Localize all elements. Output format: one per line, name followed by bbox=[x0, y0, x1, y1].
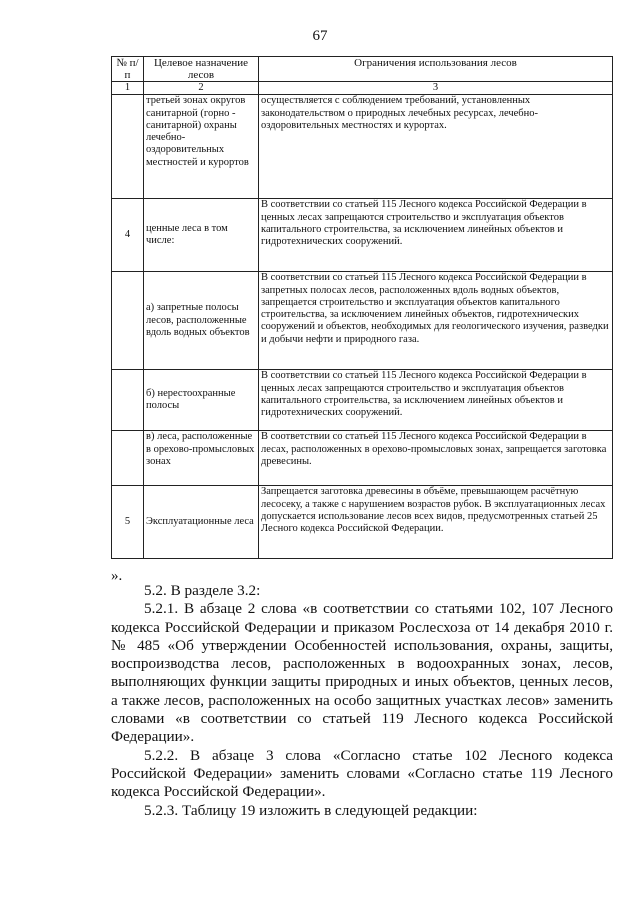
row-number: 4 bbox=[112, 199, 144, 272]
row-purpose: б) нерестоохранные полосы bbox=[144, 370, 259, 431]
header-restrictions: Ограничения использования лесов bbox=[259, 57, 613, 82]
row-purpose: третьей зонах округов санитарной (горно - санитарной) охраны лечебно-оздоровительных местностей и курортов bbox=[144, 95, 259, 199]
row-purpose: а) запретные полосы лесов, расположенные вдоль водных объектов bbox=[144, 272, 259, 370]
table-row bbox=[112, 431, 613, 486]
paragraph: 5.2.1. В абзаце 2 слова «в соответствии со статьями 102, 107 Лесного кодекса Российской Федерации и приказом Рослесхоза от 14 декабря 2010 г. № 485 «Об утверждении Особенностей использования, охраны, защиты, воспроизводства лесов, расположенных в водоохранных зонах, лесов, выполняющих функции защиты природных и иных объектов, ценных лесов, а также лесов, расположенных на особо защитных участках лесов» заменить словами «в соответствии со статьей 119 Лесного кодекса Российской Федерации». bbox=[111, 600, 613, 746]
table-row bbox=[112, 370, 613, 431]
row-restriction: В соответствии со статьей 115 Лесного кодекса Российской Федерации в запретных полосах лесов, расположенных вдоль водных объектов, запрещается строительство и эксплуатация объектов капитального строительства, за исключением линейных объектов, гидротехнических сооружений и объектов, необходимых для геологического изучения, разведки и добычи нефти и природного газа. bbox=[259, 272, 613, 370]
table-row bbox=[112, 199, 613, 272]
row-number bbox=[112, 272, 144, 370]
row-restriction: Запрещается заготовка древесины в объёме, превышающем расчётную лесосеку, а также с нарушением возрастов рубок. В эксплуатационных лесах допускается использование лесов всех видов, предусмотренных статьей 25 Лесного кодекса Российской Федерации. bbox=[259, 486, 613, 559]
row-restriction: осуществляется с соблюдением требований, установленных законодательством о природных лечебных ресурсах, лечебно-оздоровительных местностях и курортах. bbox=[259, 95, 613, 199]
table-header-row bbox=[112, 57, 613, 82]
column-number-row bbox=[112, 82, 613, 95]
row-restriction: В соответствии со статьей 115 Лесного кодекса Российской Федерации в лесах, расположенных в орехово-промысловых зонах, запрещается заготовка древесины. bbox=[259, 431, 613, 486]
row-restriction: В соответствии со статьей 115 Лесного кодекса Российской Федерации в ценных лесах запрещаются строительство и эксплуатация объектов капитального строительства, за исключением линейных объектов и гидротехнических сооружений. bbox=[259, 370, 613, 431]
row-number bbox=[112, 370, 144, 431]
amendment-text bbox=[111, 582, 613, 820]
paragraph: 5.2.2. В абзаце 3 слова «Согласно статье 102 Лесного кодекса Российской Федерации» заменить словами «Согласно статье 119 Лесного кодекса Российской Федерации». bbox=[111, 746, 613, 801]
closing-quote: ». bbox=[111, 568, 123, 584]
row-number bbox=[112, 95, 144, 199]
column-number: 3 bbox=[259, 82, 613, 95]
table-row bbox=[112, 272, 613, 370]
row-number: 5 bbox=[112, 486, 144, 559]
row-purpose: Эксплуатационные леса bbox=[144, 486, 259, 559]
table-row bbox=[112, 486, 613, 559]
table-row bbox=[112, 95, 613, 199]
header-number: № п/п bbox=[112, 57, 144, 82]
row-number bbox=[112, 431, 144, 486]
row-restriction: В соответствии со статьей 115 Лесного кодекса Российской Федерации в ценных лесах запрещаются строительство и эксплуатация объектов капитального строительства, за исключением линейных объектов и гидротехнических сооружений. bbox=[259, 199, 613, 272]
column-number: 2 bbox=[144, 82, 259, 95]
column-number: 1 bbox=[112, 82, 144, 95]
page-number: 67 bbox=[312, 28, 328, 44]
paragraph: 5.2.3. Таблицу 19 изложить в следующей редакции: bbox=[144, 801, 478, 819]
row-purpose: в) леса, расположенные в орехово-промысловых зонах bbox=[144, 431, 259, 486]
forest-restrictions-table bbox=[111, 56, 613, 559]
paragraph: 5.2. В разделе 3.2: bbox=[144, 582, 261, 599]
row-purpose: ценные леса в том числе: bbox=[144, 199, 259, 272]
header-purpose: Целевое назначение лесов bbox=[144, 57, 259, 82]
